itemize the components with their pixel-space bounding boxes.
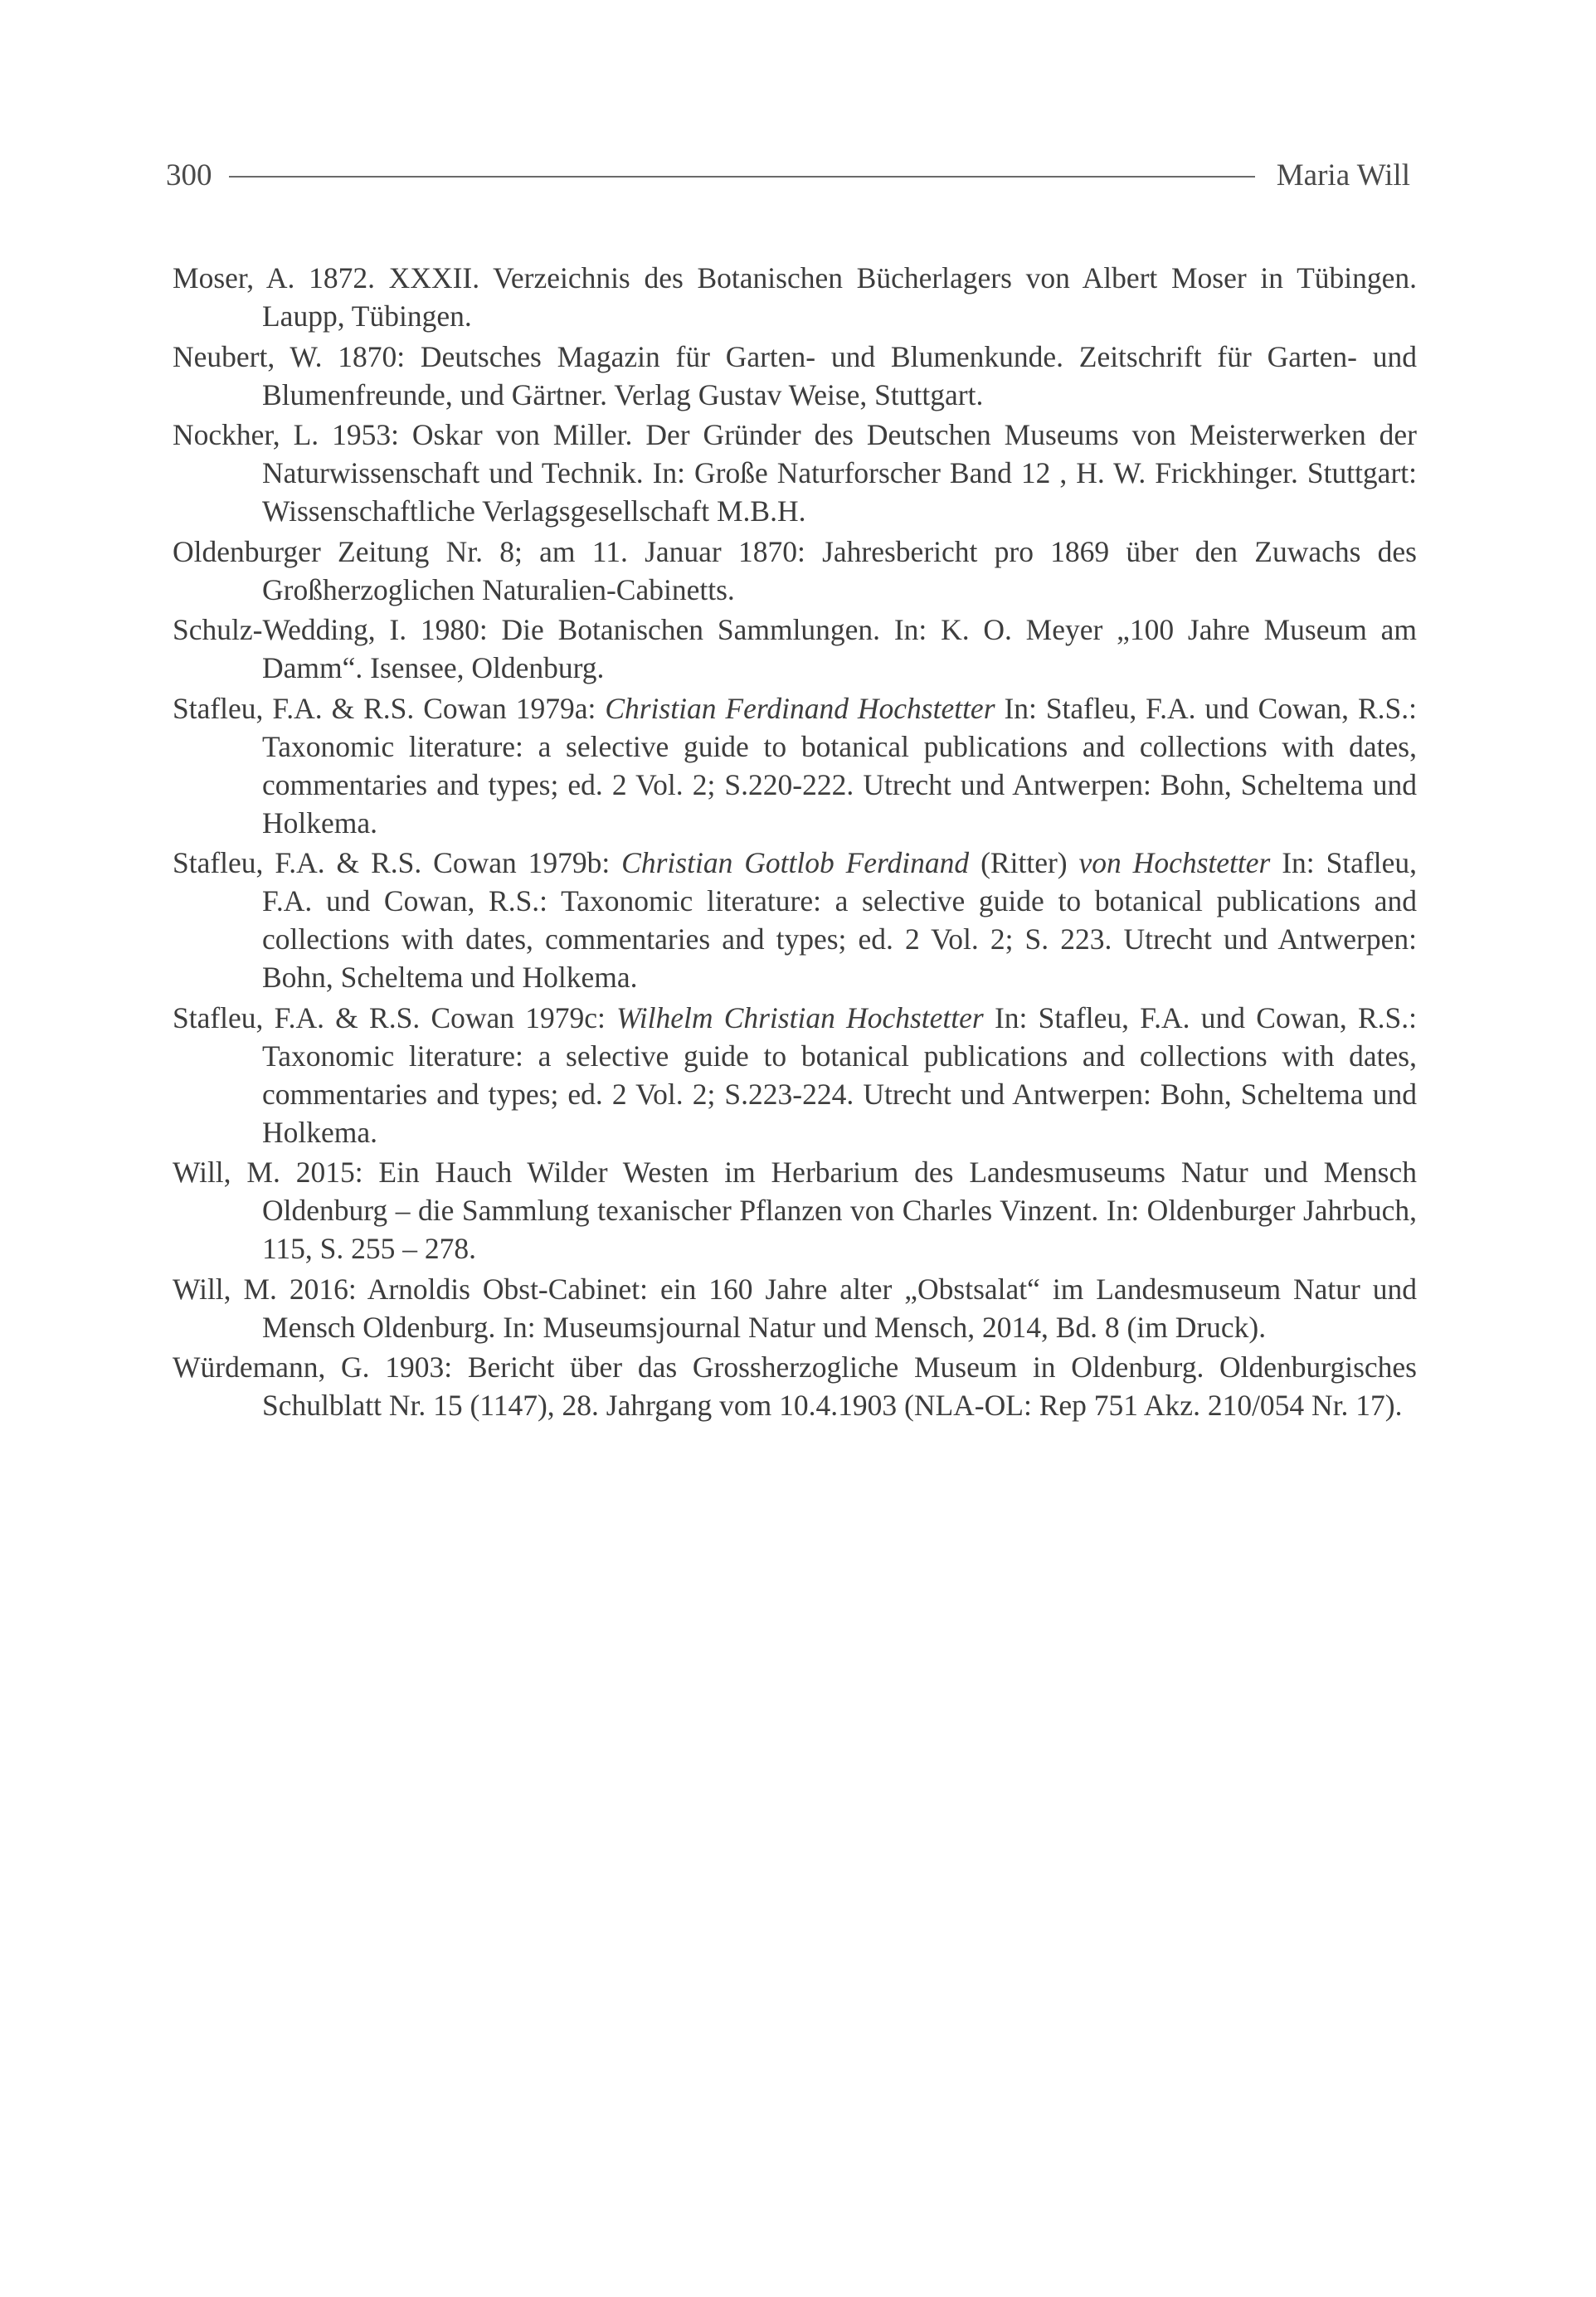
reference-text: Stafleu, F.A. & R.S. Cowan 1979b: (173, 846, 622, 879)
reference-entry (173, 999, 1417, 1151)
running-head (166, 154, 1410, 196)
reference-list (173, 259, 1417, 1427)
reference-italic-title: Christian Gottlob Ferdinand (621, 846, 970, 879)
reference-italic-title: von Hochstetter (1078, 846, 1271, 879)
header-rule (229, 176, 1255, 178)
reference-entry (173, 689, 1417, 842)
reference-entry (173, 1348, 1417, 1424)
running-head-author: Maria Will (1276, 158, 1410, 192)
reference-italic-title: Wilhelm Christian Hochstetter (616, 1000, 984, 1034)
reference-entry (173, 416, 1417, 530)
reference-text: Schulz-Wedding, I. 1980: Die Botanischen Sammlungen. In: K. O. Meyer „100 Jahre Museum am Damm“. Isensee, Oldenburg. (173, 613, 1417, 684)
reference-text: Will, M. 2016: Arnoldis Obst-Cabinet: ein 160 Jahre alter „Obstsalat“ im Landesmuseum Natur und Mensch Oldenburg. In: Museumsjournal Natur und Mensch, 2014, Bd. 8 (im Druck). (173, 1272, 1417, 1344)
reference-text: In: Stafleu, F.A. und Cowan, R.S.: Taxonomic literature: a selective guide to botanical publications and collections with dates, commentaries and types; ed. 2 Vol. 2; S.220-222. Utrecht und Antwerpen: Bohn, Scheltema und Holkema. (262, 691, 1418, 839)
reference-text: In: Stafleu, F.A. und Cowan, R.S.: Taxonomic literature: a selective guide to botanical publications and collections with dates, commentaries and types; ed. 2 Vol. 2; S.223-224. Utrecht und Antwerpen: Bohn, Scheltema und Holkema. (262, 1000, 1417, 1149)
reference-entry (173, 338, 1417, 414)
reference-text: Würdemann, G. 1903: Bericht über das Grossherzogliche Museum in Oldenburg. Oldenburgisches Schulblatt Nr. 15 (1147), 28. Jahrgang vom 10.4.1903 (NLA-OL: Rep 751 Akz. 210/054 Nr. 17). (173, 1350, 1417, 1422)
reference-entry (173, 533, 1417, 609)
reference-text: Stafleu, F.A. & R.S. Cowan 1979c: (173, 1000, 617, 1034)
reference-text: Moser, A. 1872. XXXII. Verzeichnis des Botanischen Bücherlagers von Albert Moser in Tübingen. Laupp, Tübingen. (173, 261, 1417, 333)
reference-text: Nockher, L. 1953: Oskar von Miller. Der Gründer des Deutschen Museums von Meisterwerken der Naturwissenschaft und Technik. In: Große Naturforscher Band 12 , H. W. Frickhinger. Stuttgart: Wissenschaftliche Verlagsgesellschaft M.B.H. (173, 418, 1417, 528)
reference-italic-title: Christian Ferdinand Hochstetter (605, 691, 995, 725)
reference-entry (173, 844, 1417, 996)
reference-entry (173, 1270, 1417, 1346)
reference-entry (173, 259, 1417, 335)
reference-text: (Ritter) (969, 846, 1079, 879)
reference-text: Will, M. 2015: Ein Hauch Wilder Westen im Herbarium des Landesmuseums Natur und Mensch Oldenburg – die Sammlung texanischer Pflanzen von Charles Vinzent. In: Oldenburger Jahrbuch, 115, S. 255 – 278. (173, 1156, 1417, 1265)
reference-entry (173, 611, 1417, 687)
reference-text: Neubert, W. 1870: Deutsches Magazin für Garten- und Blumenkunde. Zeitschrift für Garten- und Blumenfreunde, und Gärtner. Verlag Gustav Weise, Stuttgart. (173, 339, 1417, 411)
page-number: 300 (166, 158, 212, 192)
reference-entry (173, 1153, 1417, 1268)
reference-text: In: Stafleu, F.A. und Cowan, R.S.: Taxonomic literature: a selective guide to botanical publications and collections with dates, commentaries and types; ed. 2 Vol. 2; S. 223. Utrecht und Antwerpen: Bohn, Scheltema und Holkema. (262, 846, 1418, 994)
reference-text: Oldenburger Zeitung Nr. 8; am 11. Januar 1870: Jahresbericht pro 1869 über den Zuwachs des Großherzoglichen Naturalien-Cabinetts. (173, 534, 1417, 606)
reference-text: Stafleu, F.A. & R.S. Cowan 1979a: (173, 691, 606, 725)
